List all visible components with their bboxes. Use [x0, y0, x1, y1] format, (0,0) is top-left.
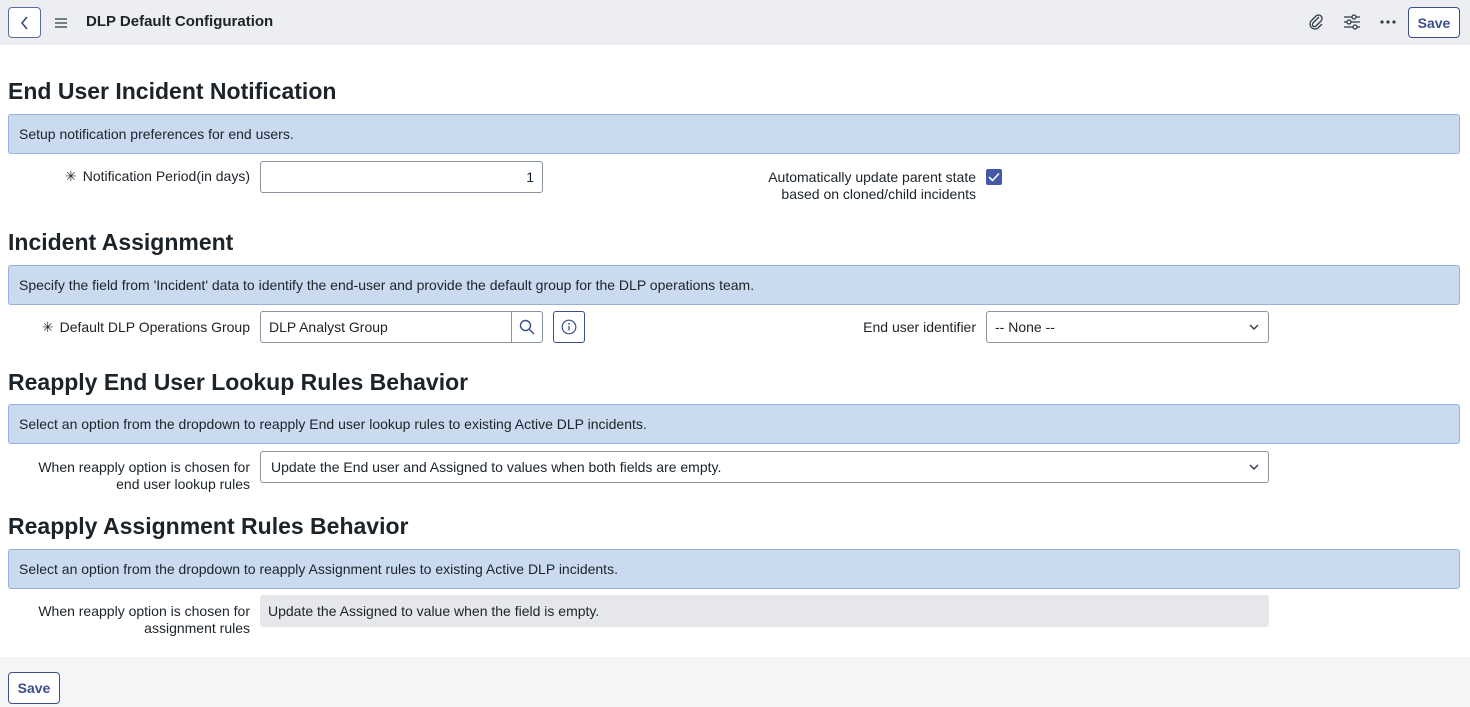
- required-icon: ✳: [64, 168, 77, 184]
- assignment-rules-label: When reapply option is chosen for assignment rules: [38, 603, 250, 636]
- section-title-notification: End User Incident Notification: [8, 78, 337, 104]
- chevron-down-icon: [1248, 461, 1260, 473]
- sliders-icon[interactable]: [1342, 12, 1362, 32]
- hamburger-menu-icon[interactable]: [52, 14, 70, 32]
- lookup-rules-label: When reapply option is chosen for end user lookup rules: [38, 459, 250, 492]
- save-button[interactable]: Save: [1408, 7, 1460, 38]
- chevron-left-icon: [19, 16, 31, 30]
- end-user-identifier-select[interactable]: -- None --: [986, 311, 1269, 343]
- end-user-identifier-label: End user identifier: [863, 319, 976, 335]
- form-header: [0, 0, 1470, 45]
- default-group-label: ✳ Default DLP Operations Group: [41, 319, 250, 335]
- auto-update-label: Automatically update parent state based on cloned/child incidents: [768, 169, 976, 202]
- more-options-icon[interactable]: [1378, 12, 1398, 32]
- form-footer: [0, 657, 1470, 707]
- assignment-rules-readonly-value: Update the Assigned to value when the field is empty.: [260, 595, 1269, 627]
- page-title: DLP Default Configuration: [86, 13, 274, 30]
- info-icon: [561, 319, 577, 335]
- auto-update-checkbox[interactable]: [986, 169, 1002, 185]
- section-banner-assignment-rules: Select an option from the dropdown to reapply Assignment rules to existing Active DLP incidents.: [8, 549, 1460, 589]
- section-banner-assignment: Specify the field from 'Incident' data to identify the end-user and provide the default group for the DLP operations team.: [8, 265, 1460, 305]
- notification-period-label: ✳ Notification Period(in days): [64, 168, 250, 184]
- section-title-assignment-rules: Reapply Assignment Rules Behavior: [8, 513, 409, 539]
- paperclip-icon[interactable]: [1306, 12, 1326, 32]
- default-group-input[interactable]: DLP Analyst Group: [260, 311, 512, 343]
- notification-period-input[interactable]: 1: [260, 161, 543, 193]
- section-banner-notification: Setup notification preferences for end users.: [8, 114, 1460, 154]
- lookup-button[interactable]: [511, 311, 543, 343]
- section-banner-lookup-rules: Select an option from the dropdown to reapply End user lookup rules to existing Active DLP incidents.: [8, 404, 1460, 444]
- checkmark-icon: [988, 172, 1000, 182]
- search-icon: [519, 319, 535, 335]
- section-title-assignment: Incident Assignment: [8, 229, 234, 255]
- info-button[interactable]: [553, 311, 585, 343]
- lookup-rules-select[interactable]: Update the End user and Assigned to values when both fields are empty.: [260, 451, 1269, 483]
- back-button[interactable]: [8, 7, 41, 38]
- section-title-lookup-rules: Reapply End User Lookup Rules Behavior: [8, 369, 469, 395]
- save-button-bottom[interactable]: Save: [8, 672, 60, 704]
- required-icon: ✳: [41, 319, 54, 335]
- chevron-down-icon: [1248, 321, 1260, 333]
